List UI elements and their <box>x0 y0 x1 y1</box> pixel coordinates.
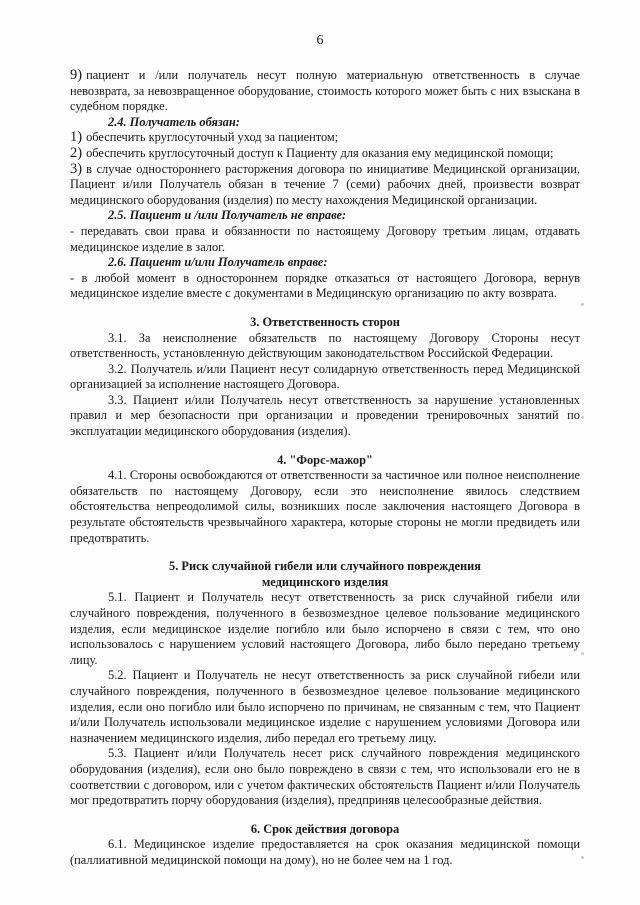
item-text: обеспечить круглосуточный доступ к Пациенту для оказания ему медицинской помощи; <box>86 145 554 160</box>
clause-2-3-item-9 <box>70 68 580 115</box>
subheading-2-4: 2.4. Получатель обязан: <box>108 114 240 129</box>
section-3-heading: 3. Ответственность сторон <box>250 314 400 329</box>
section-6-heading: 6. Срок действия договора <box>250 821 400 836</box>
obligation-item-1 <box>70 130 580 146</box>
item-number: 1) <box>70 129 83 146</box>
item-number: 3) <box>70 160 83 177</box>
scan-speck <box>581 303 584 306</box>
scan-speck <box>581 416 584 419</box>
obligation-item-3 <box>70 162 580 209</box>
scan-speck <box>581 652 584 655</box>
clause-5-3: 5.3. Пациент и/или Получатель несет риск случайного повреждения медицинского оборудования (изделия), если оно было повреждено в связи с тем, что использовали его не в соответствии с договором, или с учетом фактических обстоятельств Пациент и/или Получатель мог предотвратить порчу оборудования (изделия), предприняв целесообразные действия. <box>70 746 580 808</box>
page-number: 6 <box>316 33 324 48</box>
clause-3-3: 3.3. Пациент и/или Получатель несут ответственность за нарушение установленных правил и мер безопасности при организации и проведении тренировочных занятий по эксплуатации медицинского оборудования (изделия). <box>70 392 580 439</box>
clause-5-2: 5.2. Пациент и Получатель не несут ответственность за риск случайной гибели или случайного повреждения, полученного в безвозмездное целевое пользование медицинского изделия, если оно погибло или было испорчено по причинам, не связанным с тем, что Пациент и/или Получатель использовали медицинское изделие с нарушением условиями Договора или назначением медицинского изделия, либо передал его третьему лицу. <box>70 668 580 745</box>
section-4-heading: 4. "Форс-мажор" <box>277 452 373 467</box>
clause-4-1: 4.1. Стороны освобождаются от ответственности за частичное или полное неисполнение обязательств по настоящему Договору, если это неисполнение явилось следствием обстоятельства непреодолимой силы, возникших после заключения настоящего Договора в результате обстоятельств чрезвычайного характера, которые стороны не могли предвидеть или предотвратить. <box>70 468 580 545</box>
clause-3-1: 3.1. За неисполнение обязательств по настоящему Договору Стороны несут ответственность, установленную действующим законодательством Российской Федерации. <box>70 330 580 361</box>
clause-3-2: 3.2. Получатель и/или Пациент несут солидарную ответственность перед Медицинской организацией за исполнение настоящего Договора. <box>70 361 580 392</box>
right-item: - в любой момент в одностороннем порядке отказаться от настоящего Договора, вернув медицинское изделие вместе с документами в Медицинскую организацию по акту возврата. <box>70 270 580 301</box>
subheading-2-5: 2.5. Пациент и /или Получатель не вправе: <box>108 208 347 223</box>
item-number: 2) <box>70 144 83 161</box>
section-5-heading-line-2: медицинского изделия <box>261 574 389 589</box>
item-text: в случае одностороннего расторжения договора по инициативе Медицинской организации, Пациент и/или Получатель обязан в течение 7 (семи) рабочих дней, произвести возврат медицинского оборудования (изделия) по месту нахождения Медицинской организации. <box>70 161 580 207</box>
prohibition-item: - передавать свои права и обязанности по настоящему Договору третьим лицам, отдавать медицинское изделие в залог. <box>70 223 580 254</box>
clause-6-1: 6.1. Медицинское изделие предоставляется на срок оказания медицинской помощи (паллиативной медицинской помощи на дому), но не более чем на 1 год. <box>70 837 580 867</box>
subheading-2-6: 2.6. Пациент и/или Получатель вправе: <box>108 255 328 270</box>
scan-speck <box>581 856 584 859</box>
page-content <box>70 68 580 869</box>
item-text: обеспечить круглосуточный уход за пациентом; <box>86 130 339 145</box>
item-text: пациент и /или получатель несут полную материальную ответственность в случае невозврата, за невозвращенное оборудование, стоимость которого может быть с них взыскана в судебном порядке. <box>70 68 580 114</box>
item-number: 9) <box>70 67 83 83</box>
obligation-item-2 <box>70 146 580 162</box>
clause-5-1: 5.1. Пациент и Получатель несут ответственность за риск случайной гибели или случайного повреждения, полученного в безвозмездное целевое пользование медицинского изделия, если медицинское изделие погибло или было испорчено в связи с тем, что оно использовалось с нарушением условий настоящего Договора, либо было передано третьему лицу. <box>70 590 580 667</box>
section-5-heading-line-1: 5. Риск случайной гибели или случайного повреждения <box>169 559 481 574</box>
